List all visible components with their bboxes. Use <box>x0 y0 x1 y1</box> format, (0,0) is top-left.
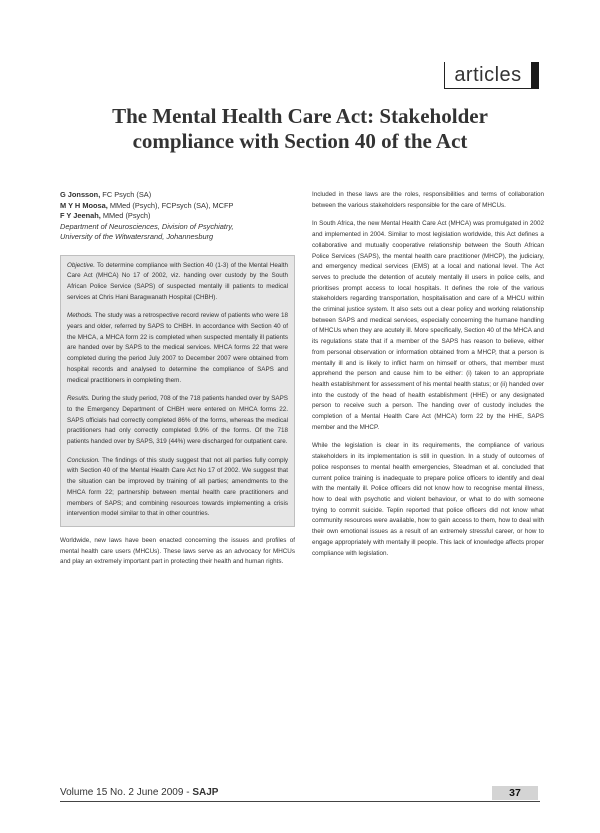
body-paragraph: While the legislation is clear in its requirements, the compliance of various stakeholders in its implementation is still in question. In a study of outcomes of police responses to mental health emergencies, Steadman et al. concluded that current police training is inadequate to prepare police officers to identify and deal with the mentally ill. Police officers did not know how to recognise mental illness, how to deal with psychotic and violent behaviour, or what to do with someone trying to commit suicide. Teplin reported that police officers did not know what community resources were available, how to gain access to them, how to deal with their own emotional issues as a result of an extremely stressful career, or how to engage appropriately with mentally ill people. This lack of knowledge affects proper compliance with legislation. <box>312 442 544 557</box>
body-paragraph: In South Africa, the new Mental Health Care Act (MHCA) was promulgated in 2002 and implemented in 2004. Similar to most legislation worldwide, this Act defines a collaborative and mutually cooperative relationship between the South African Police Services (SAPS), the mental health care practitioner (MHCP), the judiciary, and emergency medical services (EMS) at a local and national level. The Act serves to preclude the detention of acutely mentally ill users in police cells, and prioritises prompt access to local hospitals. It defines the role of the various stakeholders regarding transportation, hospitalisation and care of a MHCU within the criminal justice system. It also sets out a clear policy and working relationship between SAPS and medical services, especially concerning the humane handling of MHCUs when they are acutely ill. More specifically, Section 40 of the MHCA and its regulations state that if a member of the SAPS has reason to believe, either from personal observation or information obtained from a MHCP, that a person is mentally ill and is likely to inflict harm on himself or others, that member must apprehend the person and cause him to be either: (i) taken to an appropriate health establishment for assessment of his mental health status; or (ii) handed over into the custody of the head of health establishment (HHE) or any designated person to receive such a person. The handing over of custody includes the completion of a Mental Health Care Act (MHCA) form 22 by the HHE, SAPS member and the MHCP. <box>312 220 544 431</box>
right-column <box>312 190 544 567</box>
abstract-objective <box>67 261 288 304</box>
footer-journal: SAJP <box>192 787 219 798</box>
author-name: M Y H Moosa, <box>60 200 108 210</box>
abstract-conclusion <box>67 456 288 520</box>
conclusion-lead: Conclusion. <box>67 456 100 464</box>
abstract-box <box>60 255 295 527</box>
title-line-1: The Mental Health Care Act: Stakeholder <box>112 104 488 128</box>
title-line-2: compliance with Section 40 of the Act <box>132 129 468 153</box>
author-line <box>60 201 295 212</box>
author-quals: MMed (Psych), FCPsych (SA), MCFP <box>107 200 234 210</box>
author-block <box>60 190 295 243</box>
results-lead: Results. <box>67 395 90 403</box>
affiliation-line: Department of Neurosciences, Division of Psychiatry, <box>60 221 234 231</box>
footer-issue-text: Volume 15 No. 2 June 2009 - <box>60 787 193 798</box>
objective-lead: Objective. <box>67 261 95 269</box>
body-paragraph: Worldwide, new laws have been enacted concerning the issues and profiles of mental health care users (MHCUs). These laws serve as an advocacy for MHCUs and play an extremely important part in protecting their health and human rights. <box>60 536 295 566</box>
objective-text: To determine compliance with Section 40 (1-3) of the Mental Health Care Act (MHCA) No 17 of 2002, viz. handing over custody by the South African Police Service (SAPS) of suspected mentally ill patients to medical services at Chris Hani Baragwanath Hospital (CHBH). <box>67 261 288 301</box>
author-line <box>60 211 295 222</box>
footer-issue <box>60 787 218 798</box>
abstract-results <box>67 394 288 448</box>
abstract-methods <box>67 311 288 386</box>
affiliation-line: University of the Witwatersrand, Johannesburg <box>60 232 214 241</box>
left-body-text <box>60 536 295 568</box>
left-column <box>60 190 295 576</box>
article-title <box>40 104 560 154</box>
author-line <box>60 190 295 201</box>
author-name: G Jonsson, <box>60 190 101 199</box>
methods-lead: Methods. <box>67 312 93 320</box>
author-quals: FC Psych (SA) <box>100 190 152 199</box>
author-quals: MMed (Psych) <box>100 211 151 220</box>
conclusion-text: The findings of this study suggest that not all parties fully comply with Section 40 of the Mental Health Care Act No 17 of 2002. We suggest that the situation can be improved by training of all parties; amendments to the MHCA form 22; partnership between mental health care practitioners and members of SAPS; and combining resources towards implementing a crisis intervention model similar to that in other countries. <box>67 456 288 518</box>
section-tag-bar <box>531 62 539 89</box>
body-paragraph: Included in these laws are the roles, responsibilities and terms of collaboration between the various stakeholders responsible for the care of MHCUs. <box>312 191 544 209</box>
author-name: F Y Jeenah, <box>60 211 101 220</box>
page-number: 37 <box>492 786 538 800</box>
section-label: articles <box>444 62 531 89</box>
methods-text: The study was a retrospective record review of patients who were 18 years and older, referred by SAPS to CHBH. In accordance with Section 40 of the MHCA, a MHCA form 22 is completed when suspected mentally ill patients are handed over by SAPS to the medical services. MHCA forms 22 that were completed during the period July 2007 to December 2007 were obtained from hospital records and analysed to determine the compliance of SAPS and medical practitioners in completing them. <box>67 312 288 384</box>
footer-rule <box>60 801 540 802</box>
results-text: During the study period, 708 of the 718 patients handed over by SAPS to the Emergency Department of CHBH were entered on MHCA forms 22. SAPS officials had correctly completed 86% of the forms, whereas the medical practitioners had only correctly completed 9.9% of the forms. Of the 718 patients handed over by SAPS, 319 (44%) were discharged for outpatient care. <box>67 395 289 446</box>
